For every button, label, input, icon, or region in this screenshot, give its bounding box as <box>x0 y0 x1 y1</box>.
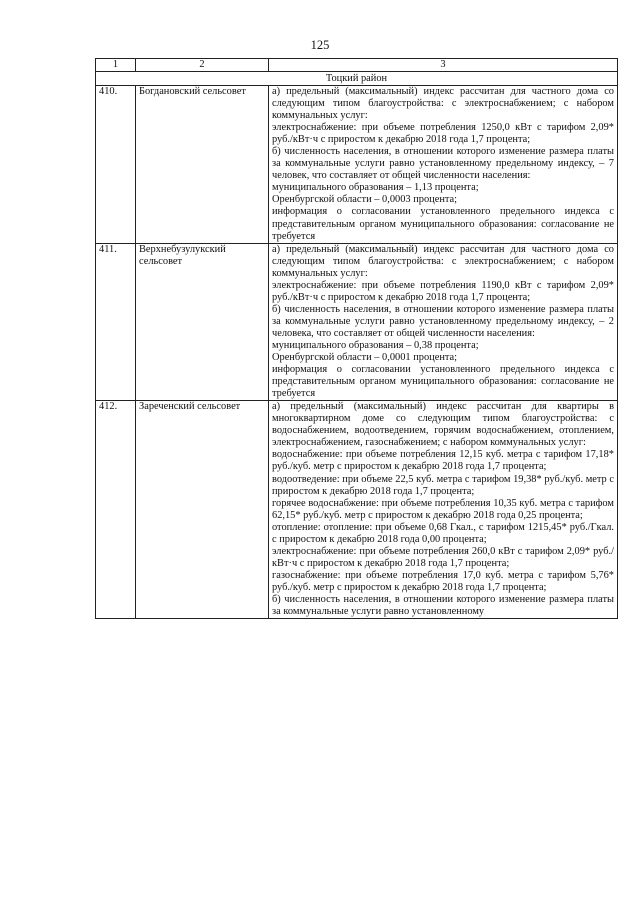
description-line: б) численность населения, в отношении которого изменение размера платы за коммунальные услуги равно установленному предельному индексу, – 2 человека, что составляет от общей численности населения: <box>272 303 614 339</box>
table-row <box>96 86 618 244</box>
tariff-index-table <box>95 58 618 619</box>
row-description <box>269 401 618 619</box>
description-line: Оренбургской области – 0,0003 процента; <box>272 194 458 206</box>
description-line: муниципального образования – 1,13 процента; <box>272 182 479 194</box>
description-line: отопление: отопление: при объеме 0,68 Гкал., с тарифом 1215,45* руб./Гкал. с приростом к декабрю 2018 года 0,00 процента; <box>272 521 614 545</box>
row-number: 410. <box>96 86 136 244</box>
description-line: электроснабжение: при объеме потребления 260,0 кВт с тарифом 2,09* руб./кВт·ч с приростом к декабрю 2018 года 1,7 процента; <box>272 545 614 569</box>
description-line: электроснабжение: при объеме потребления 1190,0 кВт с тарифом 2,09* руб./кВт·ч с приростом к декабрю 2018 года 1,7 процента; <box>272 279 614 303</box>
description-line: а) предельный (максимальный) индекс рассчитан для частного дома со следующим типом благоустройства: с электроснабжением; с набором коммунальных услуг: <box>272 243 614 279</box>
page-number: 125 <box>310 38 330 52</box>
row-number: 412. <box>96 401 136 619</box>
description-line: водоснабжение: при объеме потребления 12,15 куб. метра с тарифом 17,18* руб./куб. метр с приростом к декабрю 2018 года 1,7 процента; <box>272 449 614 473</box>
header-col-3: 3 <box>269 59 618 72</box>
header-col-2: 2 <box>136 59 269 72</box>
description-line: информация о согласовании установленного предельного индекса с представительным органом муниципального образования: согласование не требуется <box>272 364 614 400</box>
description-line: муниципального образования – 0,38 процента; <box>272 339 479 351</box>
description-line: информация о согласовании установленного предельного индекса с представительным органом муниципального образования: согласование не требуется <box>272 206 614 242</box>
table-row <box>96 401 618 619</box>
description-line: а) предельный (максимальный) индекс рассчитан для частного дома со следующим типом благоустройства: с электроснабжением; с набором коммунальных услуг: <box>272 86 614 122</box>
municipality-name: Верхнебузулукский сельсовет <box>136 243 269 401</box>
description-line: газоснабжение: при объеме потребления 17,0 куб. метра с тарифом 5,76* руб./куб. метр с приростом к декабрю 2018 года 1,7 процента; <box>272 569 614 593</box>
row-description <box>269 243 618 401</box>
description-line: водоотведение: при объеме 22,5 куб. метра с тарифом 19,38* руб./куб. метр с приростом к декабрю 2018 года 1,7 процента; <box>272 473 614 497</box>
row-number: 411. <box>96 243 136 401</box>
region-title: Тоцкий район <box>96 72 618 86</box>
table-header-row <box>96 59 618 72</box>
description-line: электроснабжение: при объеме потребления 1250,0 кВт с тарифом 2,09* руб./кВт·ч с приростом к декабрю 2018 года 1,7 процента; <box>272 122 614 146</box>
municipality-name: Богдановский сельсовет <box>136 86 269 244</box>
description-line: а) предельный (максимальный) индекс рассчитан для квартиры в многоквартирном доме со следующим типом благоустройства: с водоснабжением, водоотведением, горячим водоснабжением, отоплением, электроснабжением, газоснабжением; с набором коммунальных услуг: <box>272 401 614 449</box>
municipality-name: Зареченский сельсовет <box>136 401 269 619</box>
table-row <box>96 243 618 401</box>
header-col-1: 1 <box>96 59 136 72</box>
row-description <box>269 86 618 244</box>
description-line: б) численность населения, в отношении которого изменение размера платы за коммунальные услуги равно установленному предельному индексу, – 7 человек, что составляет от общей численности населения: <box>272 146 614 182</box>
description-line: б) численность населения, в отношении которого изменение размера платы за коммунальные услуги равно установленному <box>272 593 614 618</box>
description-line: горячее водоснабжение: при объеме потребления 10,35 куб. метра с тарифом 62,15* руб./куб. метр с приростом к декабрю 2018 года 0,25 процента; <box>272 497 614 521</box>
region-row <box>96 72 618 86</box>
description-line: Оренбургской области – 0,0001 процента; <box>272 352 458 364</box>
